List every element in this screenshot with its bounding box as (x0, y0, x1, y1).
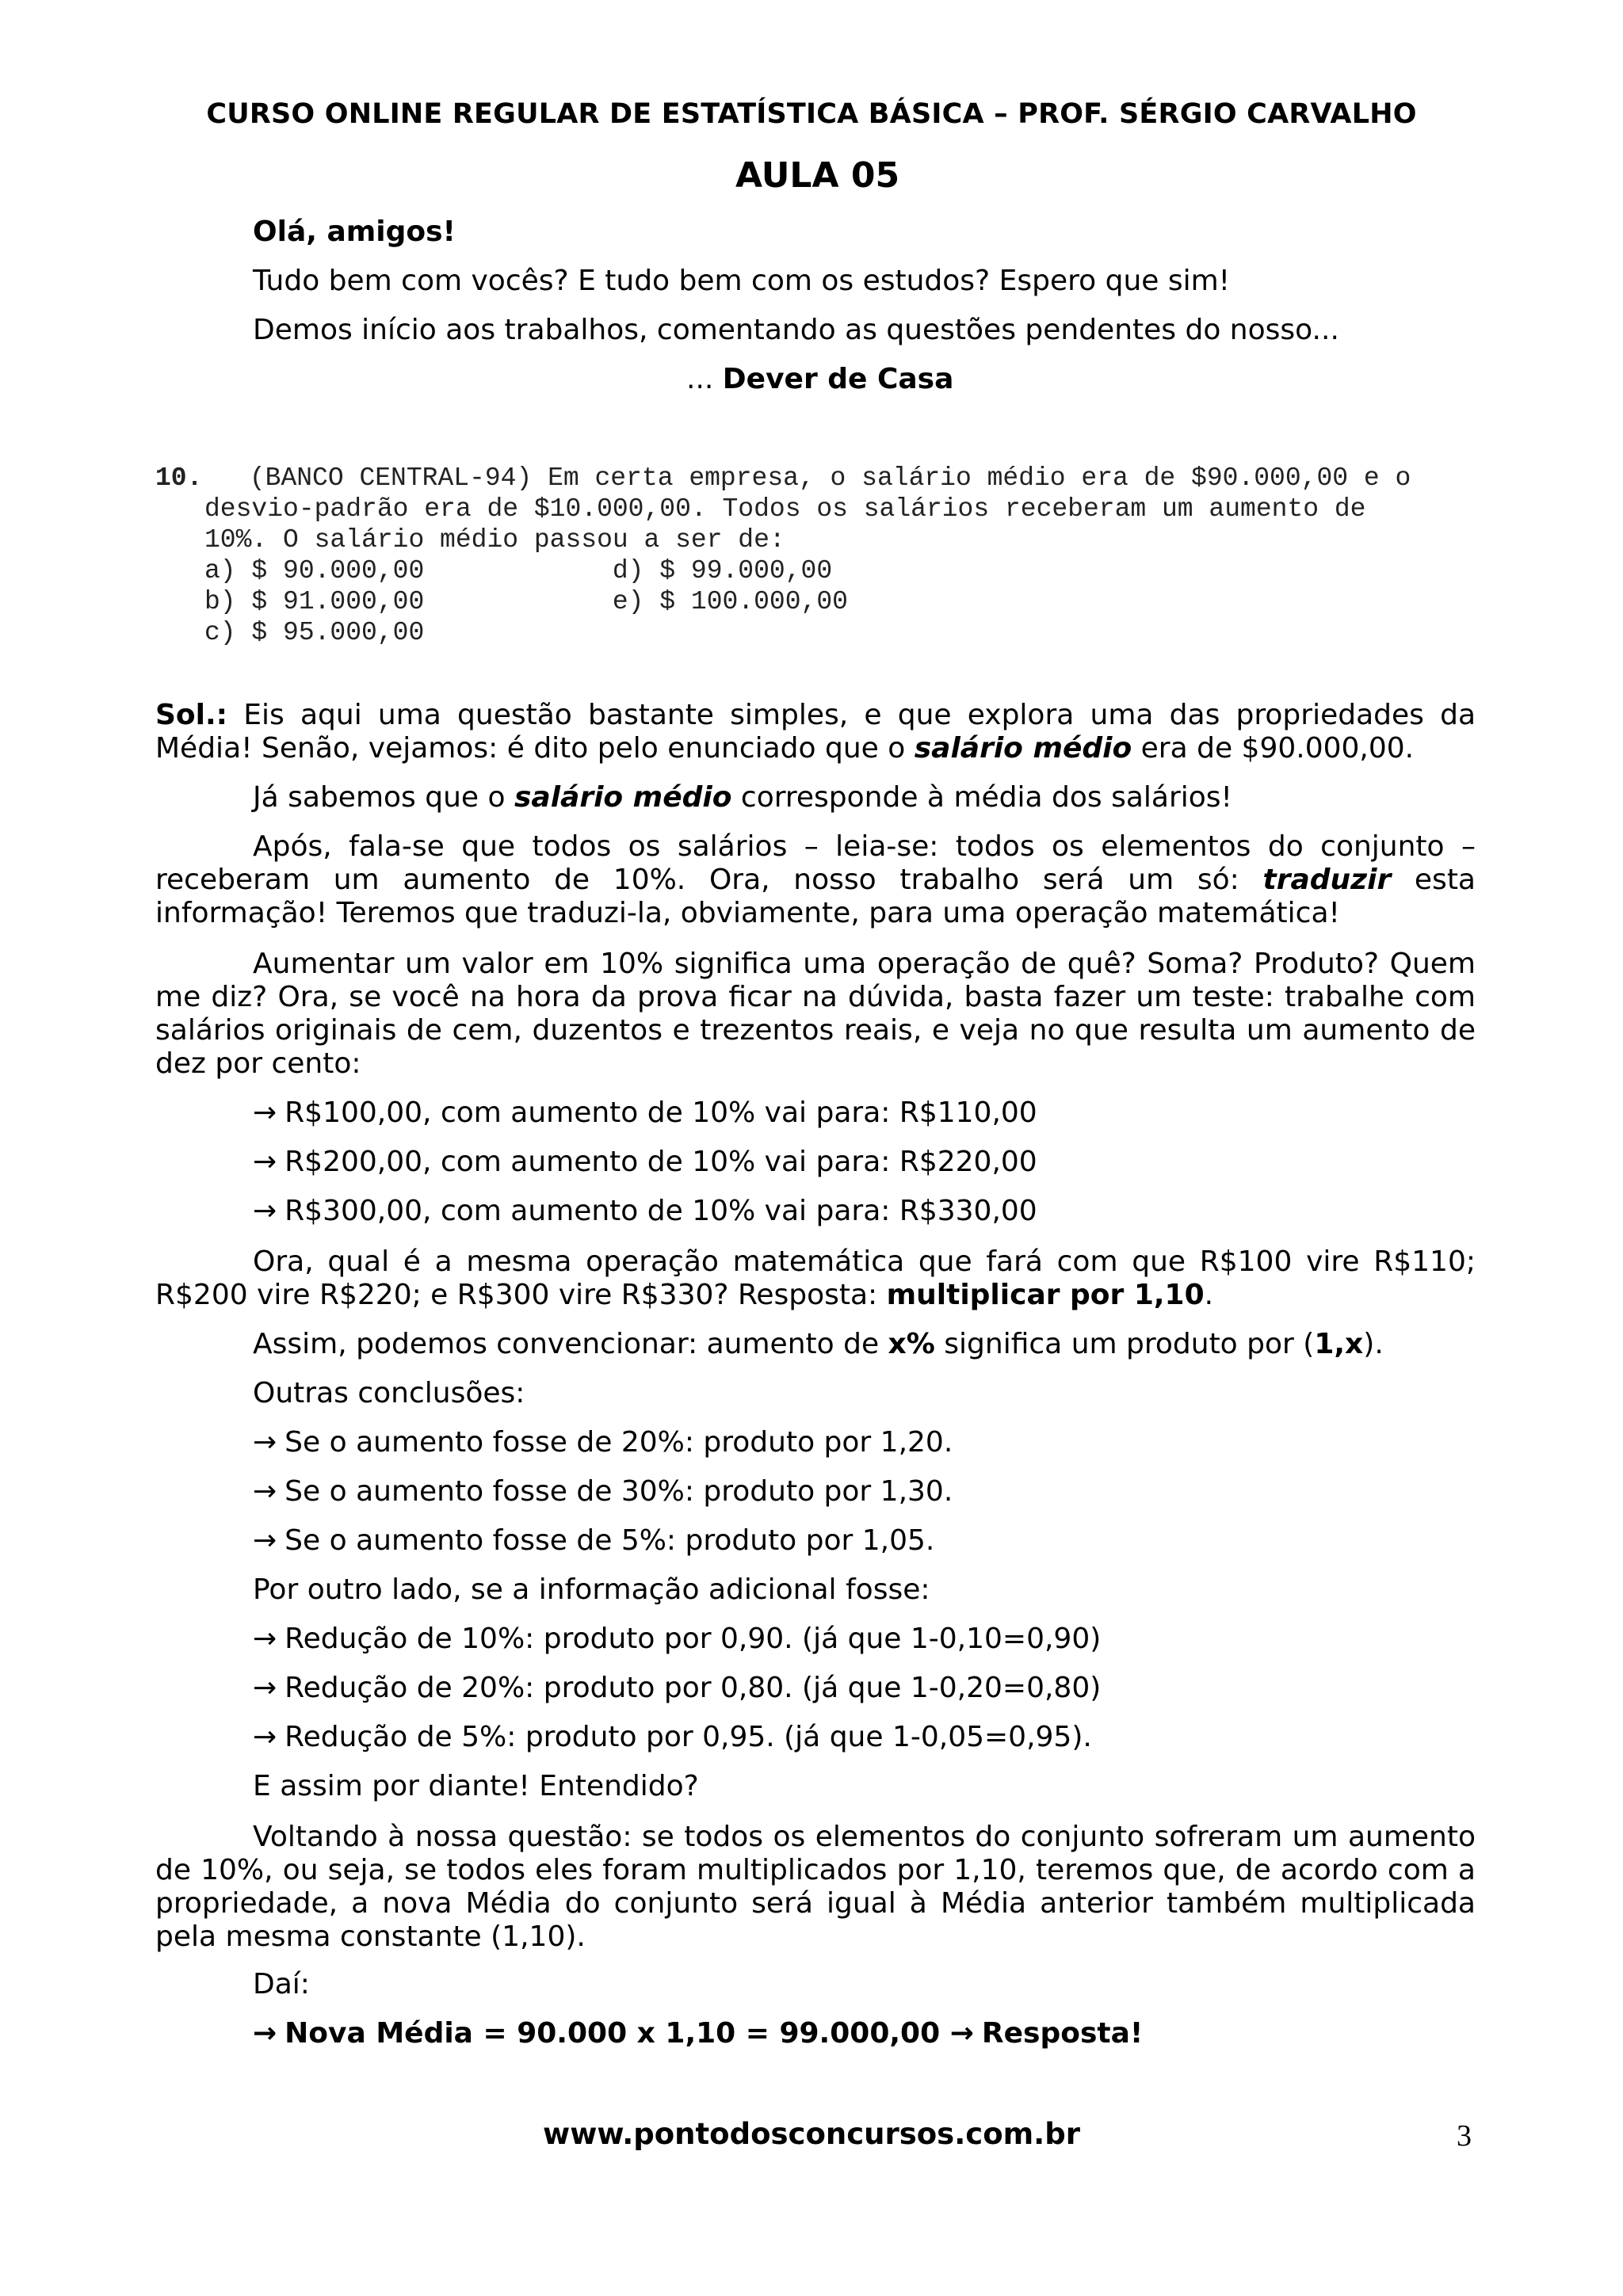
page-number: 3 (1457, 2119, 1472, 2153)
solution-text: Após, fala-se que todos os salários – leia-se: todos os elementos do conjunto – receberam um aumento de 10%. Ora, nosso trabalho será um só: (155, 830, 1476, 896)
option-row-3: c) $ 95.000,00 (204, 618, 425, 647)
emphasis-text: multiplicar por 1,10 (886, 1279, 1205, 1311)
solution-text: Já sabemos que o (253, 781, 514, 814)
conclusion-2 (253, 1475, 953, 1508)
arrow-right-icon: → (253, 1623, 277, 1655)
solution-text: Eis aqui uma questão bastante simples, e que explora uma das propriedades da Média! Senão, vejamos: é dito pelo enunciado que o (155, 699, 1476, 765)
reduction-1 (253, 1623, 1101, 1656)
conclusion-3 (253, 1524, 934, 1558)
solution-paragraph-2 (155, 781, 1476, 814)
example-1 (253, 1097, 1037, 1130)
solution-paragraph-10 (155, 1821, 1476, 1954)
example-text: R$200,00, com aumento de 10% vai para: R$220,00 (285, 1146, 1037, 1178)
arrow-right-icon: → (253, 1475, 277, 1508)
solution-paragraph-6 (253, 1328, 1384, 1361)
solution-text: corresponde à média dos salários! (731, 781, 1232, 814)
solution-text: Assim, podemos convencionar: aumento de (253, 1328, 888, 1360)
reduction-2 (253, 1672, 1101, 1705)
solution-text: . (1204, 1279, 1214, 1311)
question-line-1 (155, 463, 1411, 494)
conclusion-text: Se o aumento fosse de 20%: produto por 1,20. (285, 1426, 953, 1459)
reduction-3 (253, 1721, 1092, 1754)
reduction-intro: Por outro lado, se a informação adicional fosse: (253, 1573, 930, 1606)
arrow-right-icon: → (253, 1426, 277, 1459)
option-row-2: b) $ 91.000,00 e) $ 100.000,00 (204, 587, 848, 616)
homework-title: Dever de Casa (722, 363, 954, 395)
question-line-2: desvio-padrão era de $10.000,00. Todos os salários receberam um aumento de (204, 494, 1366, 524)
reduction-text: Redução de 10%: produto por 0,90. (já que 1-0,10=0,90) (285, 1623, 1102, 1655)
greeting: Olá, amigos! (253, 215, 456, 248)
reduction-text: Redução de 5%: produto por 0,95. (já que 1-0,05=0,95). (285, 1721, 1092, 1753)
solution-text: Voltando à nossa questão: se todos os elementos do conjunto sofreram um aumento de 10%, ou seja, se todos eles foram multiplicados por 1,10, teremos que, de acordo com a propriedade, a nova Média do conjunto será igual à Média anterior também multiplicada pela mesma constante (1,10). (155, 1821, 1476, 1953)
final-formula: Nova Média = 90.000 x 1,10 = 99.000,00 (285, 2017, 941, 2050)
conclusion-1 (253, 1426, 953, 1459)
emphasis-text: x% (888, 1328, 935, 1360)
solution-text: Ora, qual é a mesma operação matemática que fará com que R$100 vire R$110; R$200 vire R$220; e R$300 vire R$330? Resposta: (155, 1245, 1476, 1311)
emphasis-text: salário médio (914, 732, 1132, 765)
example-text: R$300,00, com aumento de 10% vai para: R$330,00 (285, 1195, 1037, 1227)
arrow-right-icon: → (253, 1097, 277, 1129)
arrow-right-icon: → (253, 1524, 277, 1557)
example-3 (253, 1195, 1037, 1228)
intro-line-1: Tudo bem com vocês? E tudo bem com os estudos? Espero que sim! (253, 265, 1231, 297)
arrow-right-icon: → (253, 1721, 277, 1753)
final-answer (253, 2017, 1143, 2050)
arrow-right-icon: → (253, 1146, 277, 1178)
homework-prefix: ... (686, 363, 723, 395)
question-number: 10. (155, 463, 203, 493)
emphasis-text: salário médio (514, 781, 732, 814)
arrow-right-icon: → (253, 2017, 277, 2050)
solution-paragraph-4 (155, 948, 1476, 1081)
course-header: CURSO ONLINE REGULAR DE ESTATÍSTICA BÁSICA – PROF. SÉRGIO CARVALHO (206, 98, 1417, 130)
emphasis-text: traduzir (1262, 864, 1392, 896)
conclusion-text: Se o aumento fosse de 5%: produto por 1,05. (285, 1524, 935, 1557)
solution-paragraph-1 (155, 699, 1476, 765)
solution-text: significa um produto por ( (934, 1328, 1315, 1360)
reduction-text: Redução de 20%: produto por 0,80. (já que 1-0,20=0,80) (285, 1672, 1102, 1704)
understood-line: E assim por diante! Entendido? (253, 1770, 699, 1802)
example-text: R$100,00, com aumento de 10% vai para: R$110,00 (285, 1097, 1037, 1129)
lesson-title: AULA 05 (735, 155, 900, 196)
arrow-right-icon: → (253, 1672, 277, 1704)
arrow-right-icon: → (949, 2017, 974, 2050)
solution-paragraph-3 (155, 830, 1476, 930)
conclusion-text: Se o aumento fosse de 30%: produto por 1,30. (285, 1475, 953, 1508)
option-row-1: a) $ 90.000,00 d) $ 99.000,00 (204, 556, 833, 585)
solution-paragraph-5 (155, 1245, 1476, 1312)
dai-line: Daí: (253, 1968, 310, 2000)
intro-line-2: Demos início aos trabalhos, comentando as questões pendentes do nosso... (253, 314, 1339, 346)
solution-label: Sol.: (155, 699, 228, 731)
homework-heading (686, 363, 953, 396)
other-conclusions-heading: Outras conclusões: (253, 1377, 525, 1409)
solution-text: Aumentar um valor em 10% significa uma operação de quê? Soma? Produto? Quem me diz? Ora, se você na hora da prova ficar na dúvida, basta fazer um teste: trabalhe com salários originais de cem, duzentos e trezentos reais, e veja no que resulta um aumento de dez por cento: (155, 948, 1476, 1080)
example-2 (253, 1146, 1037, 1179)
solution-text: era de $90.000,00. (1132, 732, 1415, 765)
emphasis-text: 1,x (1314, 1328, 1364, 1360)
solution-text: ). (1363, 1328, 1384, 1360)
solution-text: esta informação! Teremos que traduzi-la, obviamente, para uma operação matemática! (155, 864, 1476, 929)
question-text-1: (BANCO CENTRAL-94) Em certa empresa, o salário médio era de $90.000,00 e o (202, 463, 1411, 493)
final-answer-label: Resposta! (981, 2017, 1144, 2050)
question-line-3: 10%. O salário médio passou a ser de: (204, 525, 785, 555)
footer-url[interactable]: www.pontodosconcursos.com.br (543, 2117, 1080, 2151)
arrow-right-icon: → (253, 1195, 277, 1227)
